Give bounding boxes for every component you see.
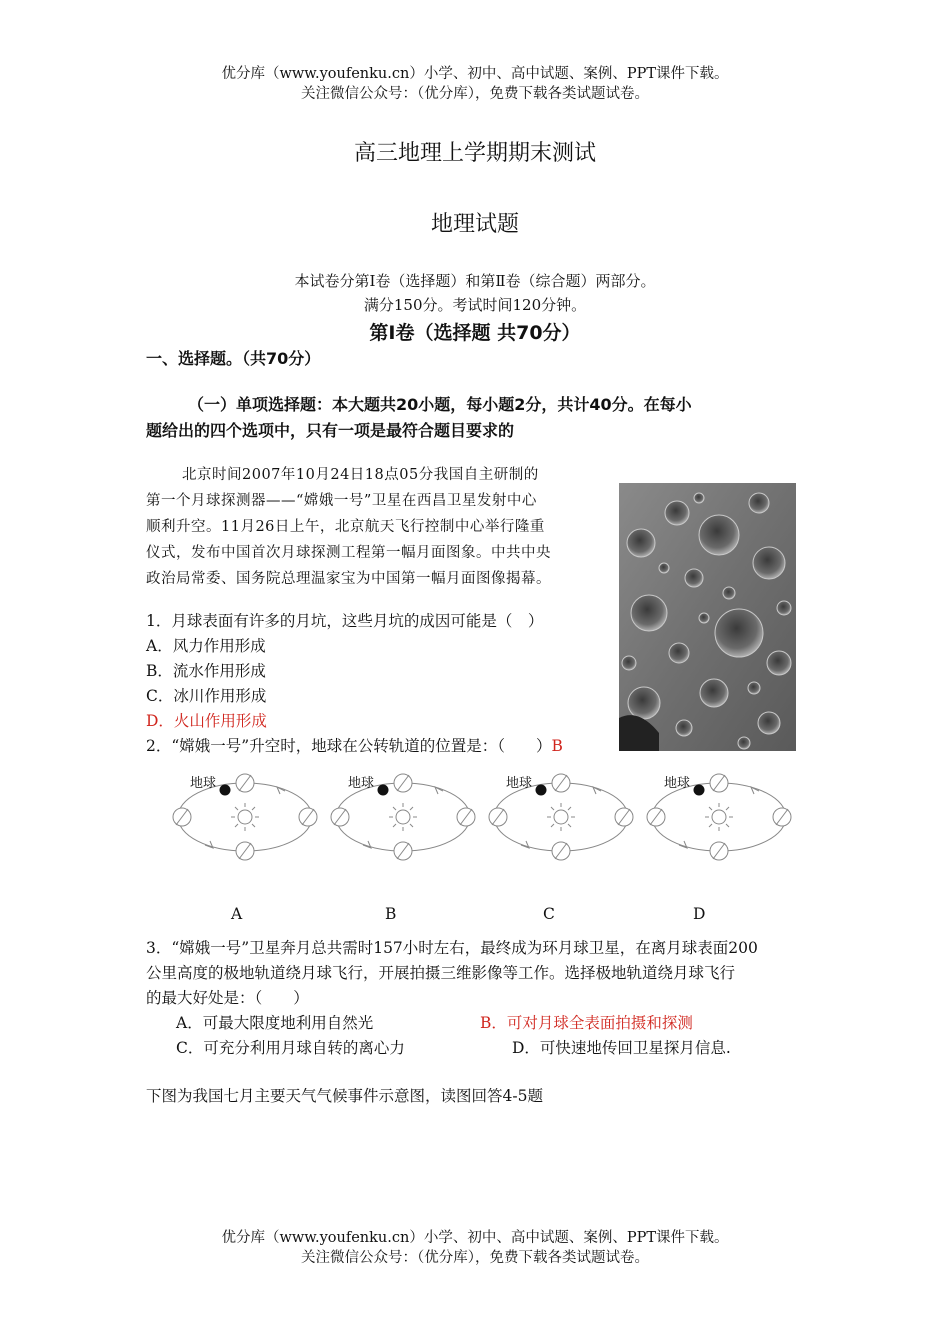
- passage-line: 仪式，发布中国首次月球探测工程第一幅月面图象。中共中央: [146, 545, 551, 561]
- q1-option-a: A．风力作用形成: [146, 637, 266, 655]
- q3-stem-line-1: 3．“嫦娥一号”卫星奔月总共需时157小时左右，最终成为环月球卫星，在离月球表面200: [146, 939, 758, 957]
- passage-line: 第一个月球探测器——“嫦娥一号”卫星在西昌卫星发射中心: [146, 493, 537, 509]
- q3-option-a: A．可最大限度地利用自然光: [176, 1014, 374, 1032]
- earth-label: 地球: [506, 776, 533, 791]
- passage: [146, 462, 600, 592]
- page-subtitle: 地理试题: [430, 212, 519, 237]
- passage-line: 北京时间2007年10月24日18点05分我国自主研制的: [182, 467, 539, 483]
- passage-line: 顺利升空。11月26日上午，北京航天飞行控制中心举行隆重: [146, 519, 545, 535]
- q1-stem: 1．月球表面有许多的月坑，这些月坑的成因可能是（ ）: [146, 612, 544, 630]
- q2-stem: [146, 734, 563, 758]
- footer-line-2: 关注微信公众号：（优分库），免费下载各类试题试卷。: [301, 1250, 649, 1266]
- header-line-2: 关注微信公众号：（优分库），免费下载各类试题试卷。: [301, 86, 649, 102]
- passage-line: 政治局常委、国务院总理温家宝为中国第一幅月面图像揭幕。: [146, 571, 551, 587]
- q3-stem-line-3: 的最大好处是：（ ）: [146, 989, 309, 1007]
- earth-label: 地球: [664, 776, 691, 791]
- orbit-diagram-b: [331, 774, 475, 860]
- diagram-label-c: C: [543, 905, 555, 923]
- subsection-instructions: [146, 392, 806, 444]
- q3-option-c: C．可充分利用月球自转的离心力: [176, 1039, 405, 1057]
- part1-heading: 第Ⅰ卷（选择题 共70分）: [369, 322, 581, 344]
- orbit-diagram-c: [489, 774, 633, 860]
- orbit-diagram-d: [647, 774, 791, 860]
- earth-label: 地球: [190, 776, 217, 791]
- q1-option-c: C．冰川作用形成: [146, 687, 267, 705]
- subsection-text-1: ：本大题共20小题，每小题2分，共计40分。在每小: [316, 395, 692, 414]
- diagram-label-b: B: [385, 905, 397, 923]
- page-title: 高三地理上学期期末测试: [353, 141, 596, 166]
- q3-option-d: D．可快速地传回卫星探月信息.: [512, 1039, 731, 1057]
- footer-line-1: 优分库（www.youfenku.cn）小学、初中、高中试题、案例、PPT课件下载。: [221, 1230, 729, 1246]
- orbit-diagram-a: [173, 774, 317, 860]
- q1-option-b: B．流水作用形成: [146, 662, 266, 680]
- q3-option-b: B．可对月球全表面拍摄和探测: [480, 1014, 693, 1032]
- subsection-label: （一）单项选择题: [188, 395, 317, 414]
- q45-intro: 下图为我国七月主要天气气候事件示意图，读图回答4-5题: [146, 1087, 543, 1105]
- section1-heading: 一、选择题。（共70分）: [146, 349, 321, 368]
- earth-label: 地球: [348, 776, 375, 791]
- diagram-label-a: A: [231, 905, 243, 923]
- diagram-label-d: D: [693, 905, 706, 923]
- q2-stem-text: 2．“嫦娥一号”升空时，地球在公转轨道的位置是：（ ）: [146, 737, 552, 755]
- intro-line-2: 满分150分。考试时间120分钟。: [363, 296, 587, 314]
- q1-option-d: D．火山作用形成: [146, 712, 267, 730]
- intro-line-1: 本试卷分第Ⅰ卷（选择题）和第Ⅱ卷（综合题）两部分。: [294, 272, 656, 290]
- q2-answer: B: [551, 737, 563, 755]
- orbit-diagrams: [170, 765, 810, 875]
- q3-stem-line-2: 公里高度的极地轨道绕月球飞行，开展拍摄三维影像等工作。选择极地轨道绕月球飞行: [146, 964, 736, 982]
- subsection-text-2: 题给出的四个选项中，只有一项是最符合题目要求的: [146, 421, 515, 440]
- moon-surface-image: [619, 483, 796, 751]
- header-line-1: 优分库（www.youfenku.cn）小学、初中、高中试题、案例、PPT课件下载。: [221, 66, 729, 82]
